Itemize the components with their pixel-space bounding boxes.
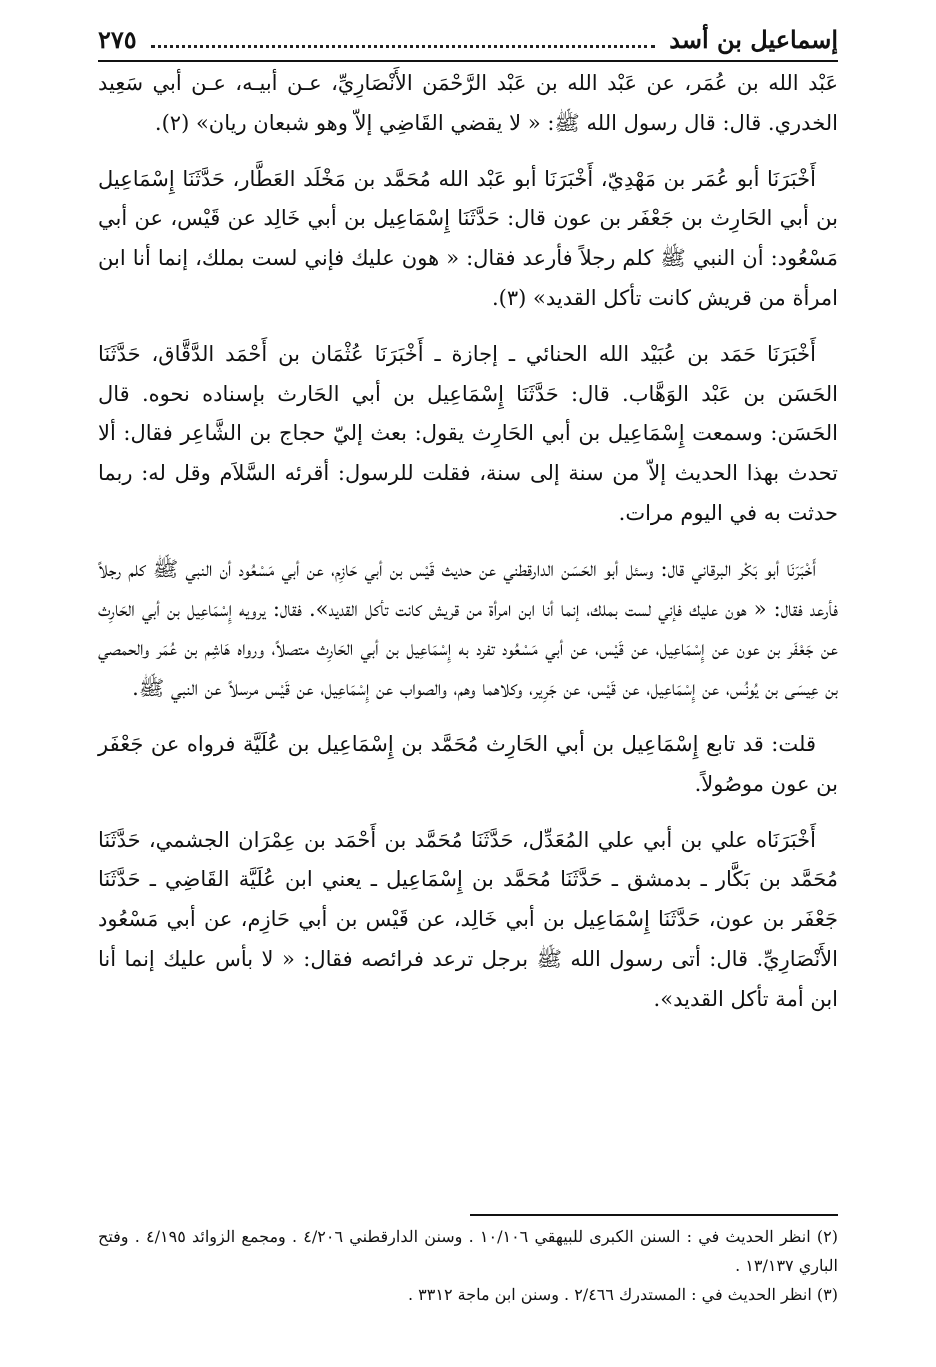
paragraph: أَخْبَرَنَا أبو بَكْر البرقاني قال: وسئل أبو الحَسَن الدارقطني عن حديث قَيْس بن أبي حَازِم، عن أبي مَسْعُود أن النبي ﷺ كلم رجلاً فأرعد فقال: « هون عليك فإني لست بملك، إنما أنا ابن امرأة من قريش كانت تأكل القديد». فقال: يرويه إِسْمَاعِيل بن أبي الحَارِث عن جَعْفَر بن عون عن إِسْمَاعِيل، عن قَيْس، عن أبي مَسْعُود تفرد به إِسْمَاعِيل بن أبي الحَارِث متصلاً، ورواه هَاشِم بن عُمَر والحمصي بن عِيسَى بن يُونُس، عن إِسْمَاعِيل، عن قَيْس، عن جَرِير، وكلاهما وهم، والصواب عن إِسْمَاعِيل، عن قَيْس مرسلاً عن النبي ﷺ.	[98, 556, 838, 701]
footnote: (٣) انظر الحديث في : المستدرك ٢/٤٦٦ . وسنن ابن ماجة ٣٣١٢ .	[408, 1285, 838, 1304]
footnotes	[98, 1222, 838, 1309]
paragraph: قلت: قد تابع إِسْمَاعِيل بن أبي الحَارِث مُحَمَّد بن إِسْمَاعِيل بن عُلَيَّة فرواه عن جَعْفَر بن عون موصُولاً.	[98, 731, 838, 796]
running-header	[98, 22, 838, 56]
footnote-separator	[470, 1214, 838, 1216]
paragraph: أَخْبَرَنَا حَمَد بن عُبَيْد الله الحنائي ـ إجازة ـ أَخْبَرَنَا عُثْمَان بن أَحْمَد الدَّقَّاق، حَدَّثَنَا الحَسَن بن عَبْد الوَهَّاب. قال: حَدَّثَنَا إِسْمَاعِيل بن أبي الحَارث بإسناده نحوه. قال الحَسَن: وسمعت إِسْمَاعِيل بن أبي الحَارِث يقول: بعث إليّ حجاج بن الشَّاعِر فقال: ألا تحدث بهذا الحديث إلاّ من سنة إلى سنة، فقلت للرسول: أقرئه السَّلاَم وقل له: ربما حدثت به في اليوم مرات.	[98, 341, 838, 525]
paragraph: عَبْد الله بن عُمَر، عن عَبْد الله بن عَبْد الرَّحْمَن الأَنْصَارِيِّ، عـن أبيـه، عـن أبي سَعِيد الخدري. قال: قال رسول الله ﷺ: « لا يقضي القَاضِي إلاّ وهو شبعان ريان» (٢).	[98, 71, 838, 135]
page-number: ٢٧٥	[98, 24, 137, 54]
paragraph: أَخْبَرَنَاه علي بن أبي علي المُعَدِّل، حَدَّثَنَا مُحَمَّد بن أَحْمَد بن عِمْرَان الجشمي، حَدَّثَنَا مُحَمَّد بن بَكَّار ـ بدمشق ـ حَدَّثَنَا مُحَمَّد بن إِسْمَاعِيل ـ يعني ابن عُلَيَّة القَاضِي ـ حَدَّثَنَا جَعْفَر بن عون، حَدَّثَنَا إِسْمَاعِيل بن أبي خَالِد، عن قَيْس بن أبي حَازِم، عن أبي مَسْعُود الأَنْصَارِيِّ. قال: أتى رسول الله ﷺ برجل ترعد فرائصه فقال: « لا بأس عليك إنما أنا ابن أمة تأكل القديد».	[98, 827, 838, 1011]
header-title: إسماعيل بن أسد	[669, 24, 838, 54]
header-dot-leader	[151, 31, 656, 48]
main-text	[98, 64, 838, 1036]
header-rule	[98, 60, 838, 62]
footnote: (٢) انظر الحديث في : السنن الكبرى للبيهقي ١٠/١٠٦ . وسنن الدارقطني ٤/٢٠٦ . ومجمع الزوائد ٤/١٩٥ . وفتح الباري ١٣/١٣٧ .	[98, 1227, 838, 1275]
paragraph: أَخْبَرَنَا أبو عُمَر بن مَهْدِيّ، أَخْبَرَنَا أبو عَبْد الله مُحَمَّد بن مَخْلَد العَطَّار، حَدَّثَنَا إِسْمَاعِيل بن أبي الحَارِث بن جَعْفَر بن عون قال: حَدَّثَنَا إِسْمَاعِيل بن أبي خَالِد عن قَيْس، عن أبي مَسْعُود: أن النبي ﷺ كلم رجلاً فأرعد فقال: « هون عليك فإني لست بملك، إنما أنا ابن امرأة من قريش كانت تأكل القديد» (٣).	[98, 166, 838, 310]
